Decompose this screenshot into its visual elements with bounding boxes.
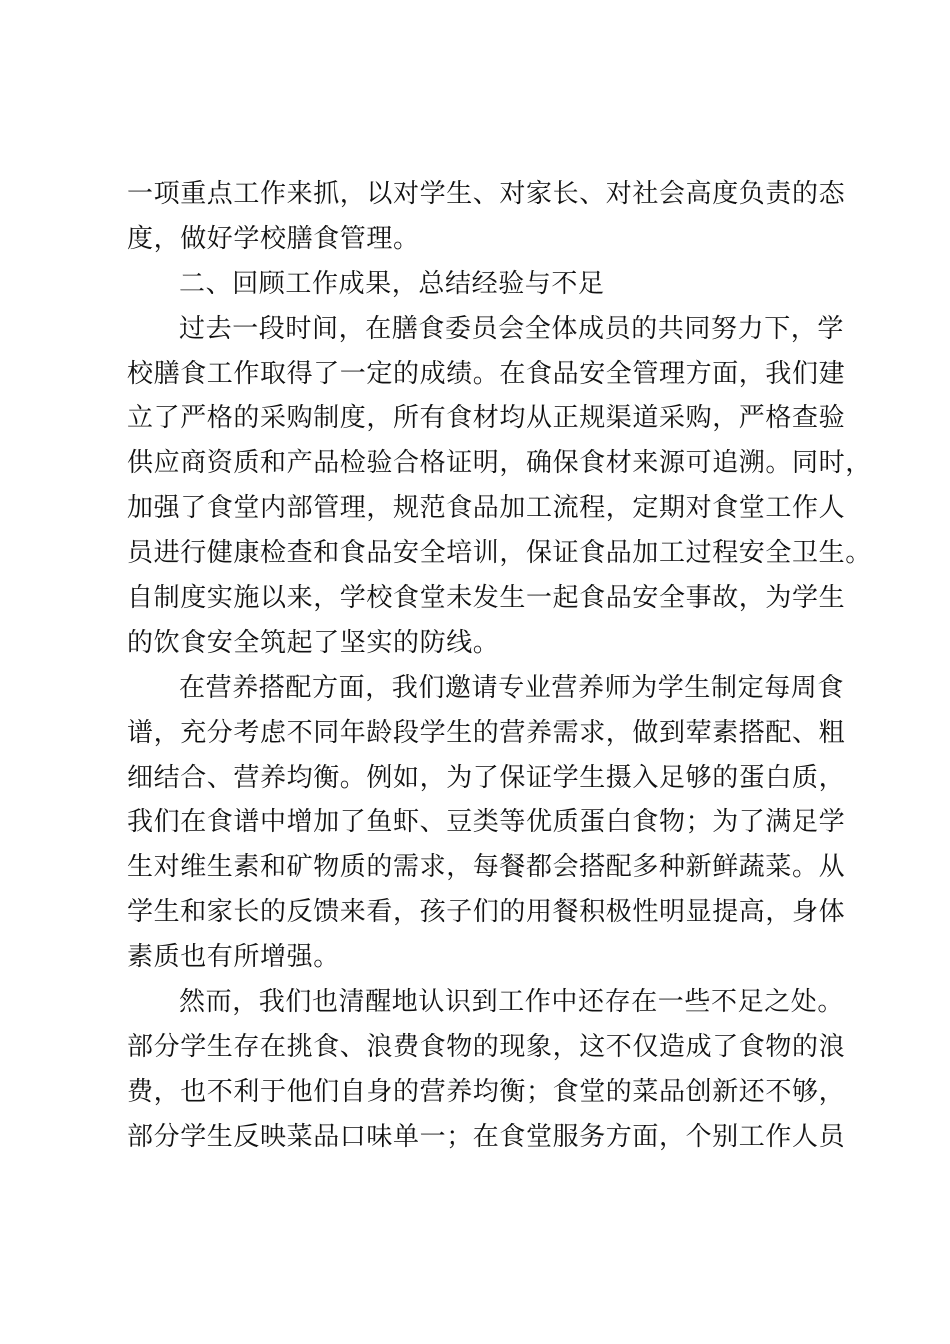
text-line: 校膳食工作取得了一定的成绩。在食品安全管理方面，我们建: [127, 358, 846, 389]
text-line: 度，做好学校膳食管理。: [127, 223, 420, 254]
text-line: 素质也有所增强。: [127, 942, 340, 973]
text-line: 生对维生素和矿物质的需求，每餐都会搭配多种新鲜蔬菜。从: [127, 852, 846, 883]
text-line: 然而，我们也清醒地认识到工作中还存在一些不足之处。: [179, 987, 845, 1018]
text-line: 过去一段时间，在膳食委员会全体成员的共同努力下，学: [179, 313, 845, 344]
text-line: 供应商资质和产品检验合格证明，确保食材来源可追溯。同时，: [127, 448, 872, 479]
text-line: 自制度实施以来，学校食堂未发生一起食品安全事故，为学生: [127, 583, 846, 614]
text-line: 部分学生反映菜品口味单一；在食堂服务方面，个别工作人员: [127, 1121, 846, 1152]
text-line: 谱，充分考虑不同年龄段学生的营养需求，做到荤素搭配、粗: [127, 717, 846, 748]
text-line: 细结合、营养均衡。例如，为了保证学生摄入足够的蛋白质，: [127, 762, 846, 793]
text-line: 加强了食堂内部管理，规范食品加工流程，定期对食堂工作人: [127, 493, 846, 524]
text-line: 部分学生存在挑食、浪费食物的现象，这不仅造成了食物的浪: [127, 1031, 846, 1062]
text-line: 员进行健康检查和食品安全培训，保证食品加工过程安全卫生。: [127, 538, 872, 569]
text-line: 费，也不利于他们自身的营养均衡；食堂的菜品创新还不够，: [127, 1076, 846, 1107]
text-line: 我们在食谱中增加了鱼虾、豆类等优质蛋白食物；为了满足学: [127, 807, 846, 838]
text-line: 学生和家长的反馈来看，孩子们的用餐积极性明显提高，身体: [127, 897, 846, 928]
text-line: 的饮食安全筑起了坚实的防线。: [127, 627, 500, 658]
text-line: 在营养搭配方面，我们邀请专业营养师为学生制定每周食: [179, 672, 845, 703]
text-line: 立了严格的采购制度，所有食材均从正规渠道采购，严格查验: [127, 403, 846, 434]
section-heading: 二、回顾工作成果，总结经验与不足: [179, 268, 605, 299]
document-body: [127, 172, 872, 1160]
text-line: 一项重点工作来抓，以对学生、对家长、对社会高度负责的态: [127, 179, 846, 209]
